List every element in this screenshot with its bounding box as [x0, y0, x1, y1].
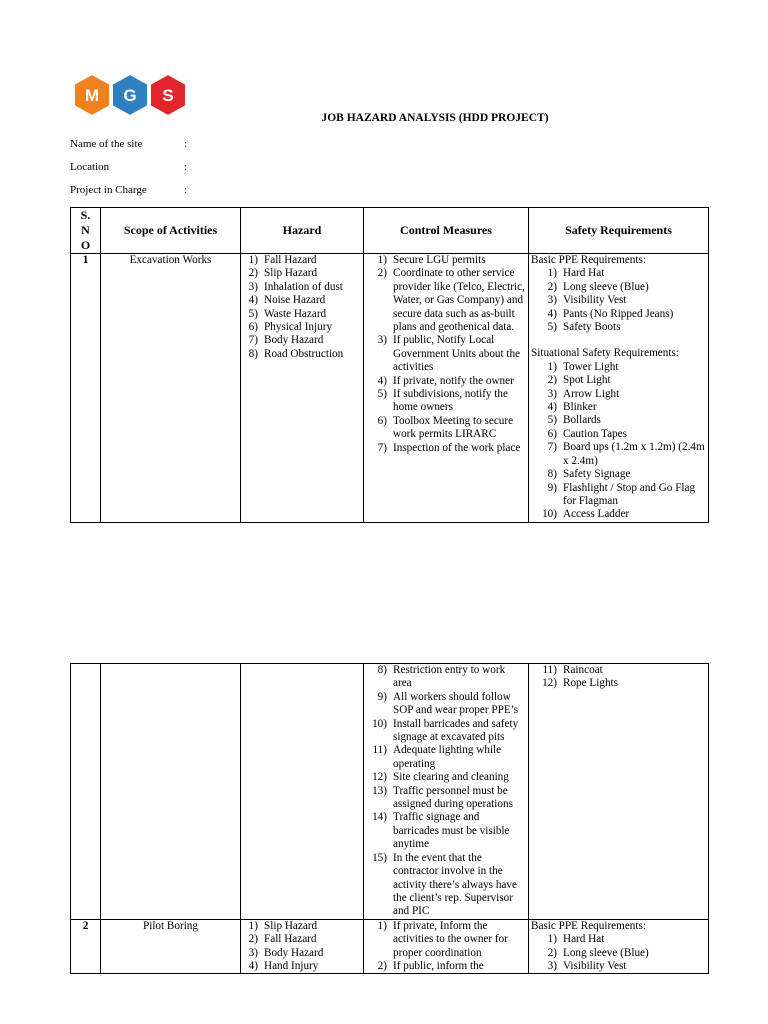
control-cell	[364, 919, 529, 974]
scope-cell: Pilot Boring	[101, 919, 241, 974]
list-item: 8) Road Obstruction	[248, 347, 344, 360]
list-item: 1) Slip Hazard	[248, 919, 318, 932]
site-name-field: Name of the site :	[70, 138, 188, 150]
list-item: 7) Board ups (1.2m x 1.2m) (2.4m x 2.4m)	[547, 441, 705, 467]
logo-hex-m	[74, 74, 110, 116]
list-item: 11) Adequate lighting while operating	[372, 744, 502, 770]
control-list	[366, 920, 526, 974]
list-item: 2) Long sleeve (Blue)	[547, 280, 649, 293]
list-item: 12) Site clearing and cleaning	[372, 771, 509, 784]
control-cell	[364, 664, 529, 920]
list-item: 3) Visibility Vest	[547, 959, 627, 972]
svg-text:G: G	[123, 86, 137, 105]
hazard-cell	[241, 919, 364, 974]
ppe-list	[531, 933, 706, 973]
list-item: 9) All workers should follow SOP and wear proper PPE’s	[377, 690, 519, 717]
list-item: 4) Pants (No Ripped Jeans)	[547, 307, 674, 320]
list-item: 1) Fall Hazard	[248, 254, 317, 266]
list-item: 5) Waste Hazard	[248, 307, 327, 320]
hazard-table-page-1	[70, 207, 709, 523]
list-item: 1) Hard Hat	[547, 267, 605, 280]
safety-cell	[529, 254, 709, 523]
hazard-list	[243, 254, 361, 361]
list-item: 1) Secure LGU permits	[377, 254, 486, 266]
hazard-list	[243, 920, 361, 974]
control-list	[366, 664, 526, 919]
list-item: 2) Fall Hazard	[248, 933, 317, 946]
list-item: 14) Traffic signage and barricades must be visible anytime	[372, 811, 510, 851]
list-item: 4) Blinker	[547, 401, 597, 414]
table-header-row	[71, 208, 709, 254]
list-item: 5) Safety Boots	[547, 321, 621, 334]
list-item: 8) Restriction entry to work area	[377, 664, 506, 690]
list-item: 3) Inhalation of dust	[248, 280, 343, 293]
table-row	[71, 919, 709, 974]
table-row	[71, 664, 709, 920]
list-item: 9) Flashlight / Stop and Go Flag for Flagman	[547, 481, 696, 507]
list-item: 10) Install barricades and safety signage at excavated pits	[372, 717, 519, 744]
list-item: 10) Access Ladder	[542, 508, 630, 521]
list-item: 4) Noise Hazard	[248, 294, 326, 307]
list-item: 3) Arrow Light	[547, 387, 620, 400]
list-item: 13) Traffic personnel must be assigned during operations	[372, 784, 513, 811]
document-title: JOB HAZARD ANALYSIS (HDD PROJECT)	[321, 112, 549, 124]
list-item: 7) Body Hazard	[248, 334, 324, 347]
control-cell	[364, 254, 529, 523]
list-item: 5) Bollards	[547, 414, 601, 427]
list-item: 2) Slip Hazard	[248, 267, 318, 280]
ppe-heading: Basic PPE Requirements:	[531, 919, 646, 932]
col-header-scope: Scope of Activities	[101, 208, 241, 254]
list-item: 6) Caution Tapes	[547, 427, 627, 440]
row-number: 2	[71, 919, 101, 974]
svg-text:S: S	[162, 86, 174, 105]
list-item: 3) If public, Notify Local Government Units about the activities	[377, 334, 521, 374]
hazard-table-page-2	[70, 663, 709, 974]
project-in-charge-field: Project in Charge :	[70, 184, 188, 196]
list-item: 2) Long sleeve (Blue)	[547, 946, 649, 959]
safety-list	[531, 664, 706, 691]
col-header-sno: S. N O	[71, 208, 101, 254]
svg-text:M: M	[84, 86, 100, 105]
list-item: 1) If private, Inform the activities to the owner for proper coordination	[377, 919, 508, 959]
table-row	[71, 254, 709, 523]
list-item: 4) Hand Injury	[248, 959, 319, 972]
safety-cell	[529, 919, 709, 974]
list-item: 15) In the event that the contractor involve in the activity there’s always have the client’s rep. Supervisor and PIC	[372, 851, 517, 918]
safety-cell	[529, 664, 709, 920]
ppe-heading: Basic PPE Requirements:	[531, 254, 646, 266]
list-item: 5) If subdivisions, notify the home owners	[377, 388, 508, 414]
situational-heading: Situational Safety Requirements:	[531, 347, 679, 360]
col-header-hazard: Hazard	[241, 208, 364, 254]
col-header-control: Control Measures	[364, 208, 529, 254]
list-item: 7) Inspection of the work place	[377, 441, 521, 454]
logo-hex-g	[112, 74, 148, 116]
list-item: 3) Body Hazard	[248, 946, 324, 959]
list-item: 12) Rope Lights	[542, 677, 619, 690]
ppe-list	[531, 267, 706, 334]
list-item: 3) Visibility Vest	[547, 294, 627, 307]
list-item: 1) Hard Hat	[547, 933, 605, 946]
col-header-safety: Safety Requirements	[529, 208, 709, 254]
list-item: 6) Physical Injury	[248, 321, 333, 334]
list-item: 2) Spot Light	[547, 374, 611, 387]
list-item: 4) If private, notify the owner	[377, 374, 514, 387]
logo-hex-s	[150, 74, 186, 116]
scope-cell: Excavation Works	[101, 254, 241, 523]
location-field: Location :	[70, 161, 188, 173]
list-item: 2) Coordinate to other service provider like (Telco, Electric, Water, or Gas Company) and secure data such as as-built plans and geothenical data.	[377, 267, 525, 334]
list-item: 11) Raincoat	[542, 664, 603, 676]
situational-list	[531, 361, 706, 522]
list-item: 8) Safety Signage	[547, 468, 631, 481]
list-item: 6) Toolbox Meeting to secure work permits LIRARC	[377, 414, 514, 441]
row-number: 1	[71, 254, 101, 523]
hazard-cell	[241, 254, 364, 523]
control-list	[366, 254, 526, 455]
list-item: 1) Tower Light	[547, 360, 619, 373]
list-item: 2) If public, inform the	[377, 959, 484, 972]
